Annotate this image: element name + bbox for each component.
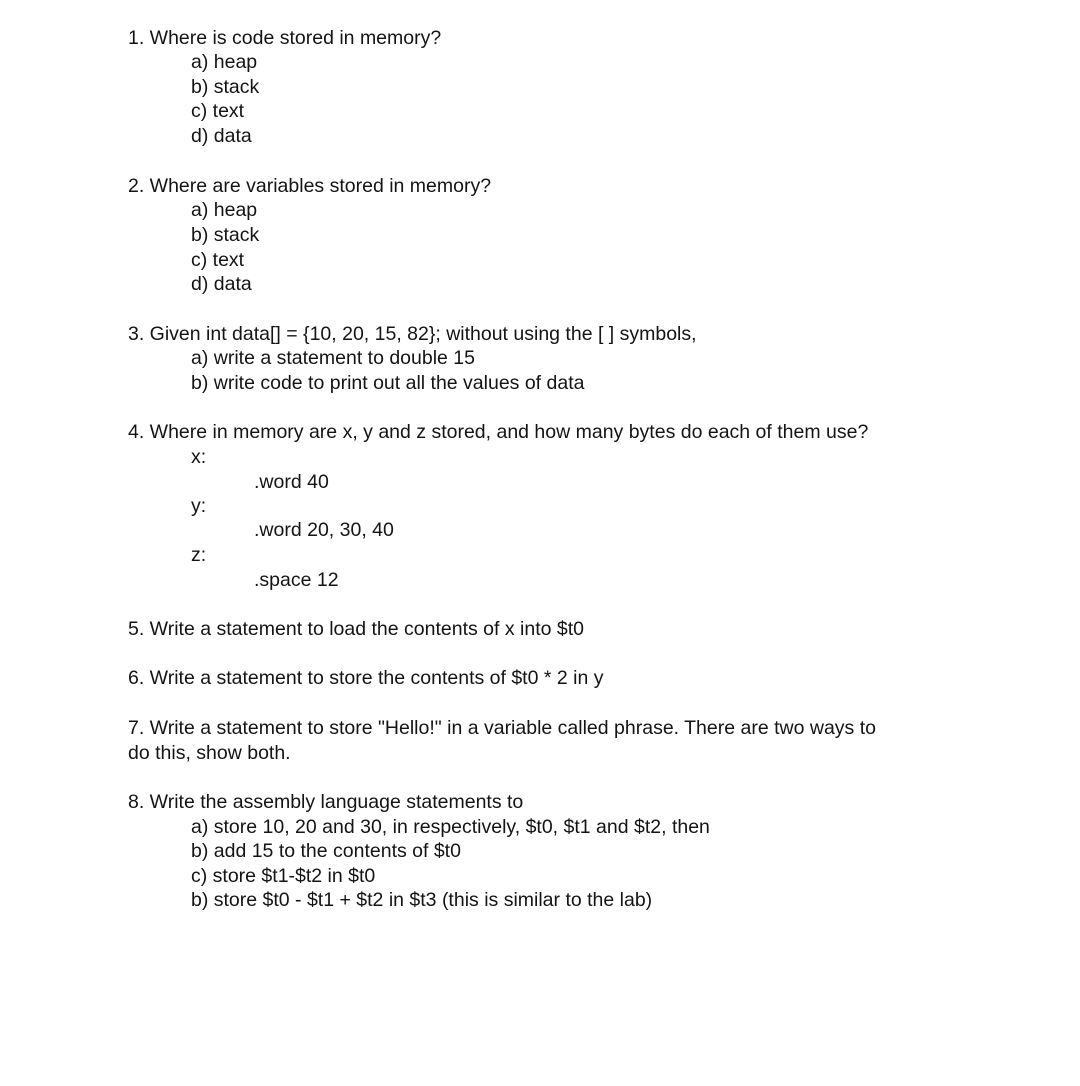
- question-8-stem: 8. Write the assembly language statements to: [128, 791, 524, 813]
- question-1-option-c: c) text: [191, 100, 245, 122]
- question-8-option-b: b) add 15 to the contents of $t0: [191, 840, 461, 862]
- question-4-directive-x: .word 40: [254, 471, 329, 493]
- question-1-stem: 1. Where is code stored in memory?: [128, 27, 442, 49]
- question-1-option-a: a) heap: [191, 51, 258, 73]
- question-7-stem-line-2: do this, show both.: [128, 742, 291, 764]
- question-4-directive-z: .space 12: [254, 569, 339, 591]
- question-5-stem: 5. Write a statement to load the contents of x into $t0: [128, 618, 584, 640]
- question-8-option-d: b) store $t0 - $t1 + $t2 in $t3 (this is similar to the lab): [191, 889, 653, 911]
- question-4-directive-y: .word 20, 30, 40: [254, 519, 394, 541]
- question-8-option-c: c) store $t1-$t2 in $t0: [191, 865, 376, 887]
- question-7-stem-line-1: 7. Write a statement to store "Hello!" in a variable called phrase. There are two ways to: [128, 717, 876, 739]
- question-4-label-x: x:: [191, 446, 207, 468]
- question-2-option-c: c) text: [191, 249, 245, 271]
- question-6-stem: 6. Write a statement to store the contents of $t0 * 2 in y: [128, 667, 604, 689]
- question-1-option-d: d) data: [191, 125, 252, 147]
- question-8-option-a: a) store 10, 20 and 30, in respectively, $t0, $t1 and $t2, then: [191, 816, 710, 838]
- question-4-label-z: z:: [191, 544, 207, 566]
- question-4-label-y: y:: [191, 495, 207, 517]
- question-3-option-a: a) write a statement to double 15: [191, 347, 475, 369]
- question-3-stem: 3. Given int data[] = {10, 20, 15, 82}; without using the [ ] symbols,: [128, 323, 697, 345]
- question-1-option-b: b) stack: [191, 76, 260, 98]
- question-2-option-d: d) data: [191, 273, 252, 295]
- question-2-option-a: a) heap: [191, 199, 258, 221]
- question-4-stem: 4. Where in memory are x, y and z stored, and how many bytes do each of them use?: [128, 421, 869, 443]
- question-2-stem: 2. Where are variables stored in memory?: [128, 175, 492, 197]
- question-2-option-b: b) stack: [191, 224, 260, 246]
- question-3-option-b: b) write code to print out all the values of data: [191, 372, 585, 394]
